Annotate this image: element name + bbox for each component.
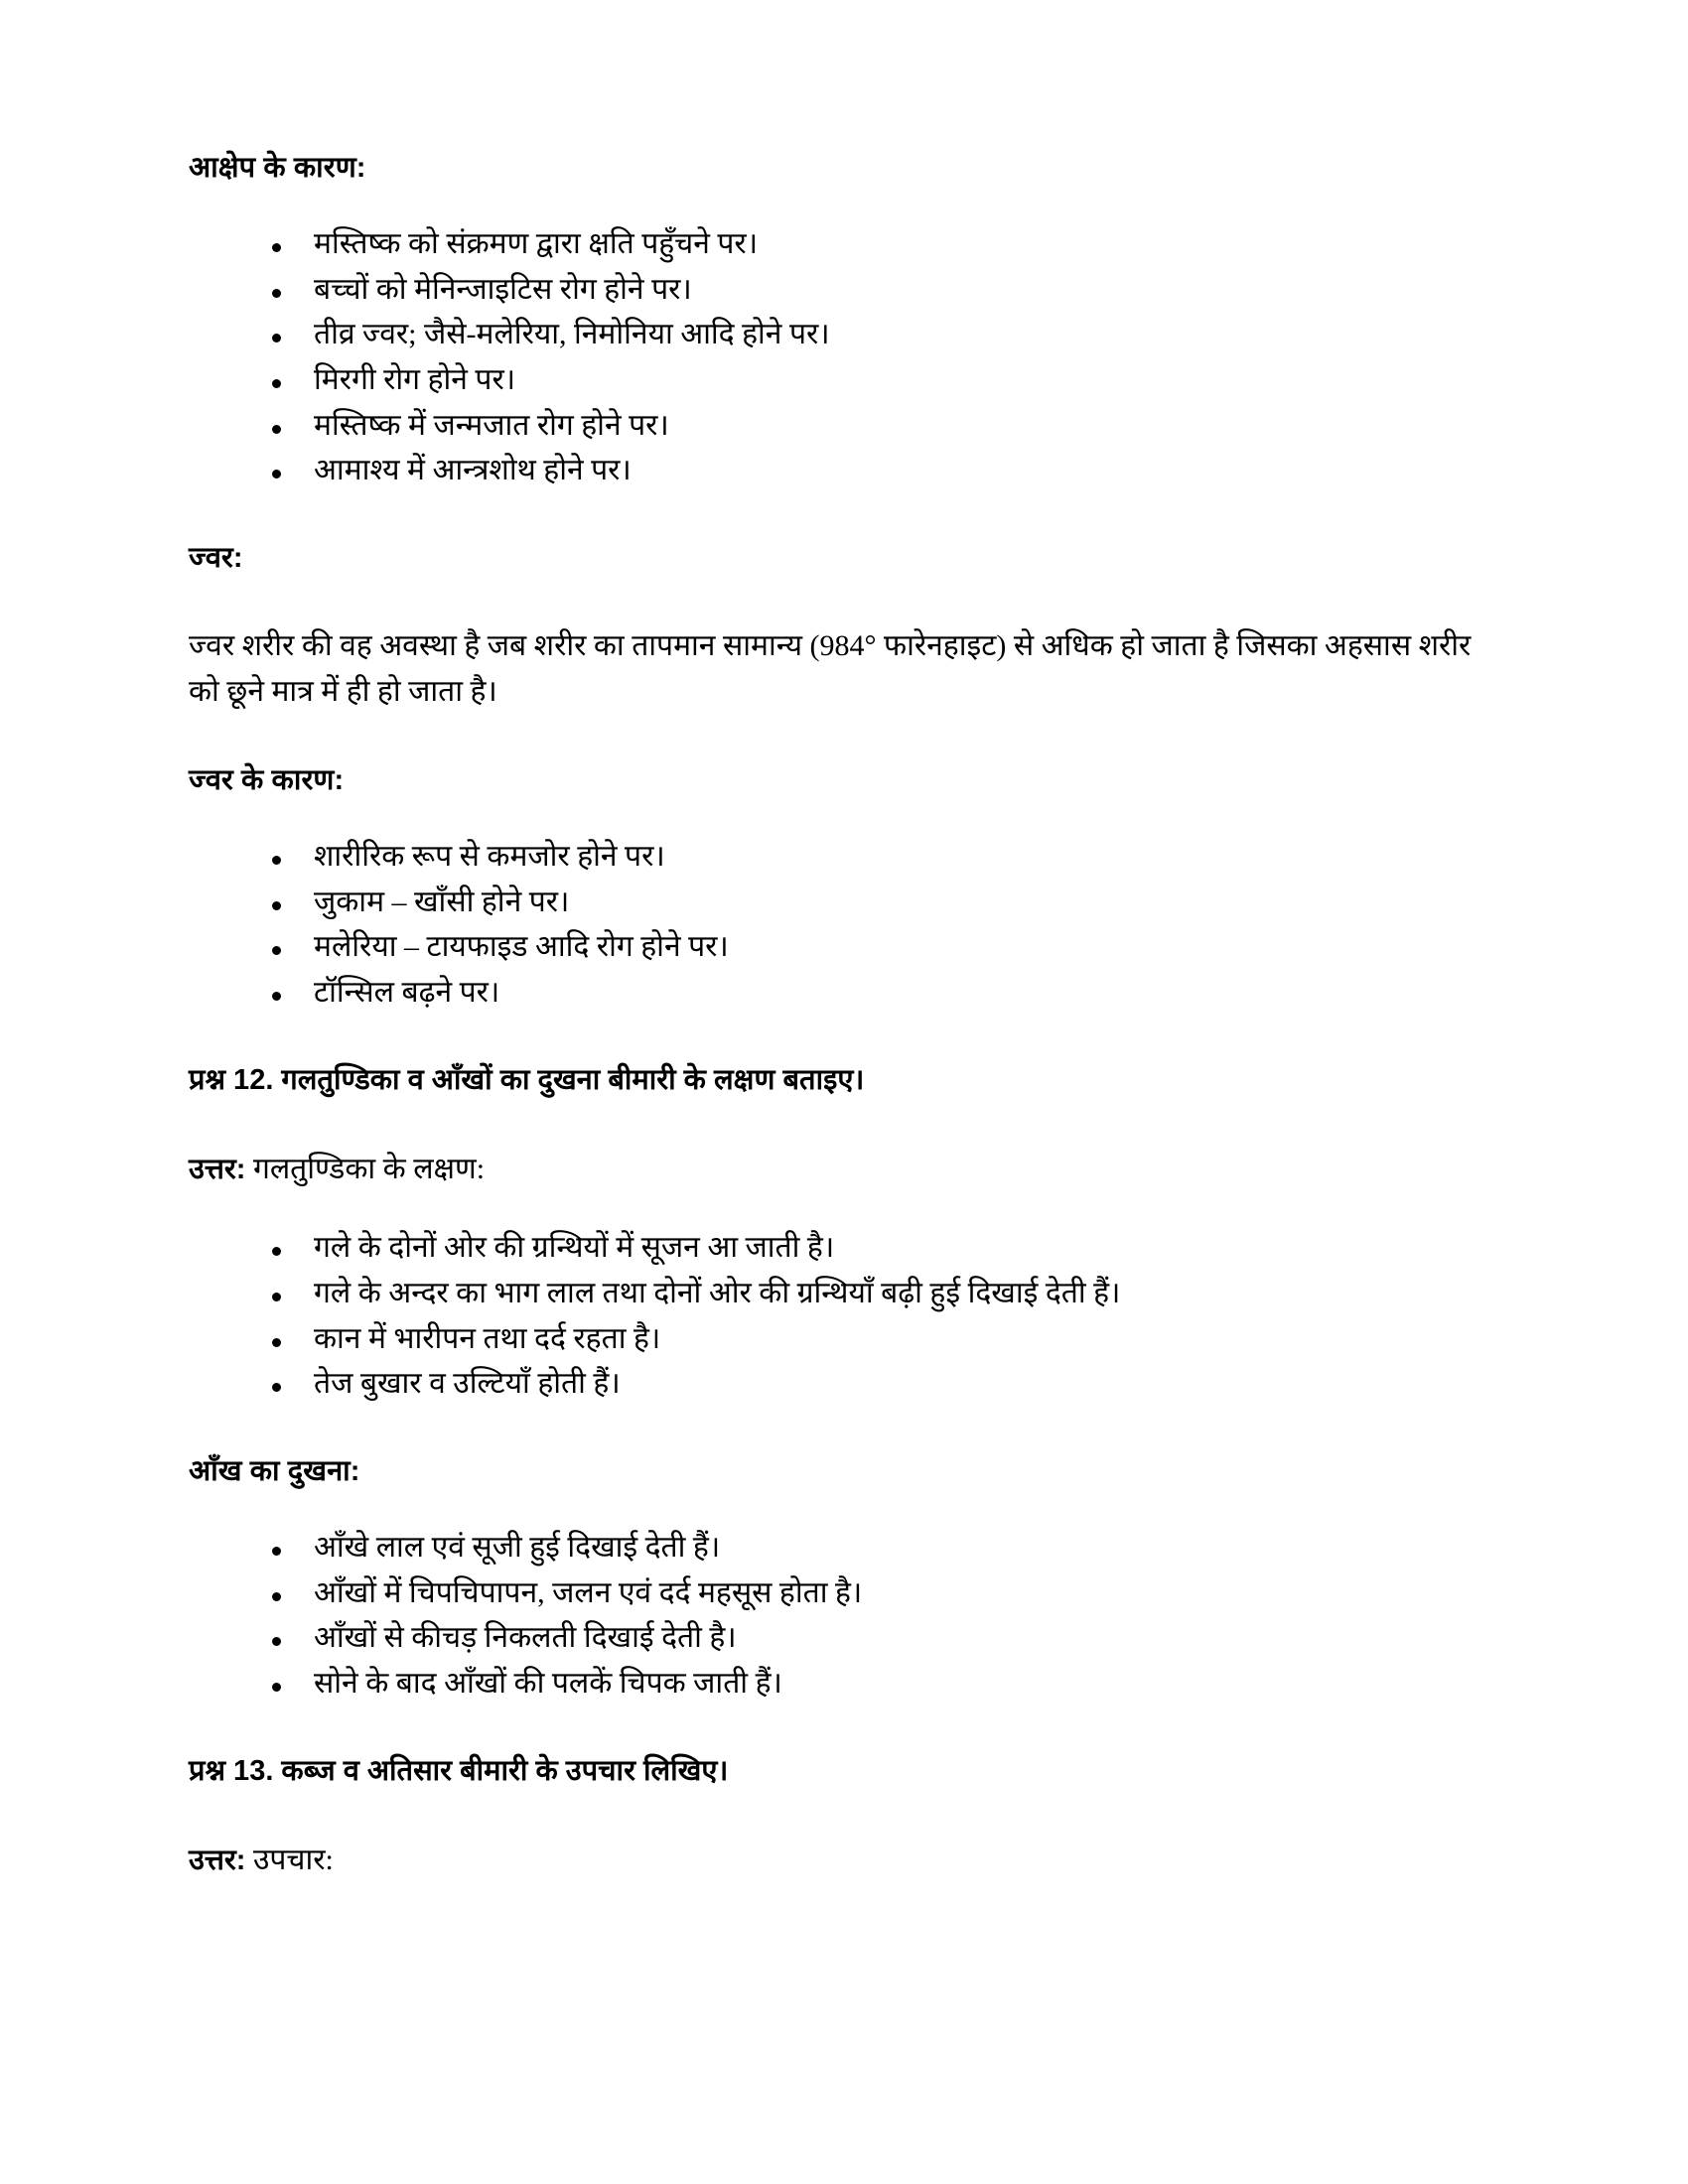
eye-pain-heading: आँख का दुखना: — [189, 1454, 360, 1487]
list-item: जुकाम – खाँसी होने पर। — [266, 880, 1499, 925]
list-item: मस्तिष्क को संक्रमण द्वारा क्षति पहुँचने पर। — [266, 221, 1499, 267]
answer-12-label: उत्तर: — [189, 1153, 246, 1185]
answer-12-text: गलतुण्डिका के लक्षण: — [245, 1152, 486, 1185]
answer-13-text: उपचार: — [245, 1843, 334, 1876]
fever-heading: ज्वर: — [189, 541, 243, 574]
seizure-causes-heading: आक्षेप के कारण: — [189, 152, 366, 184]
fever-causes-heading: ज्वर के कारण: — [189, 763, 345, 796]
list-item: सोने के बाद आँखों की पलकें चिपक जाती हैं। — [266, 1661, 1499, 1706]
spacer — [189, 1015, 1499, 1060]
spacer — [189, 493, 1499, 539]
fever-definition-paragraph: ज्वर शरीर की वह अवस्था है जब शरीर का तापमान सामान्य (984° फारेनहाइट) से अधिक हो जाता है जिसका अहसास शरीर को छूने मात्र में ही हो जाता है। — [189, 628, 1472, 709]
list-item: गले के अन्दर का भाग लाल तथा दोनों ओर की ग्रन्थियाँ बढ़ी हुई दिखाई देती हैं। — [266, 1271, 1499, 1316]
spacer — [189, 1407, 1499, 1452]
eye-pain-symptoms-list — [189, 1525, 1499, 1706]
document-body — [189, 149, 1499, 1882]
spacer — [189, 1792, 1499, 1838]
list-item: तेज बुखार व उल्टियाँ होती हैं। — [266, 1361, 1499, 1407]
answer-12-line — [189, 1147, 1499, 1192]
list-item: कान में भारीपन तथा दर्द रहता है। — [266, 1316, 1499, 1362]
list-item: आमाश्य में आन्त्रशोथ होने पर। — [266, 448, 1499, 493]
spacer — [189, 578, 1499, 623]
spacer — [189, 716, 1499, 761]
spacer — [189, 1706, 1499, 1751]
fever-causes-list — [189, 834, 1499, 1015]
list-item: मिरगी रोग होने पर। — [266, 357, 1499, 403]
answer-13-line — [189, 1838, 1499, 1883]
spacer — [189, 1101, 1499, 1147]
tonsillitis-symptoms-list — [189, 1225, 1499, 1406]
list-item: आँखे लाल एवं सूजी हुई दिखाई देती हैं। — [266, 1525, 1499, 1570]
spacer — [189, 1191, 1499, 1225]
seizure-causes-list — [189, 221, 1499, 493]
spacer — [189, 800, 1499, 834]
spacer — [189, 188, 1499, 221]
answer-13-label: उत्तर: — [189, 1843, 246, 1876]
list-item: टॉन्सिल बढ़ने पर। — [266, 970, 1499, 1016]
question-12-heading: प्रश्न 12. गलतुण्डिका व आँखों का दुखना बीमारी के लक्षण बताइए। — [189, 1064, 865, 1097]
question-13-heading: प्रश्न 13. कब्ज व अतिसार बीमारी के उपचार लिखिए। — [189, 1755, 729, 1788]
list-item: मलेरिया – टायफाइड आदि रोग होने पर। — [266, 924, 1499, 970]
list-item: आँखों में चिपचिपापन, जलन एवं दर्द महसूस होता है। — [266, 1570, 1499, 1616]
list-item: बच्चों को मेनिन्जाइटिस रोग होने पर। — [266, 267, 1499, 313]
spacer — [189, 1491, 1499, 1525]
list-item: गले के दोनों ओर की ग्रन्थियों में सूजन आ जाती है। — [266, 1225, 1499, 1271]
list-item: आँखों से कीचड़ निकलती दिखाई देती है। — [266, 1615, 1499, 1661]
list-item: मस्तिष्क में जन्मजात रोग होने पर। — [266, 403, 1499, 449]
list-item: शारीरिक रूप से कमजोर होने पर। — [266, 834, 1499, 880]
list-item: तीव्र ज्वर; जैसे-मलेरिया, निमोनिया आदि होने पर। — [266, 312, 1499, 357]
